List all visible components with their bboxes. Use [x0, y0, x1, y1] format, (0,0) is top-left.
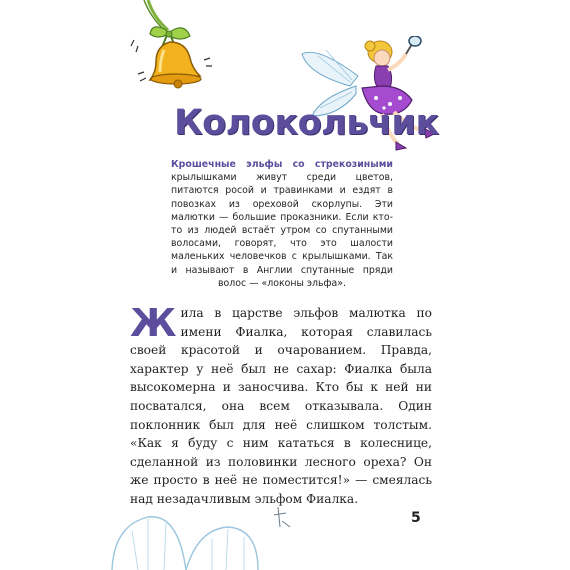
- intro-text: крылышками живут среди цветов, питаются росой и травинками и ездят в повозках из ореховой скорлупы. Эти малютки — большие проказники. Если кто-то из людей встаёт утром со спутанными волосами, говорят, что это шалости маленьких человечков с крылышками. Так и называют в Англии спутанные пряди волос — «локоны эльфа».: [171, 172, 393, 289]
- bell-illustration: [120, 0, 220, 95]
- wing-sketch-illustration: [108, 505, 348, 570]
- chapter-title: Колокольчик: [174, 103, 439, 143]
- chapter-intro: [171, 158, 393, 290]
- story-paragraph: ила в царстве эльфов малютка по имени Фиалка, которая славилась своей красотой и очарованием. Правда, характер у неё был не сахар: Фиалка была высокомерна и заносчива. Кто бы к ней ни посватался, она всем отказывала. Один поклонник был для неё слишком толстым. «Как я буду с ним кататься в колеснице, сделанной из половинки лесного ореха? Он же просто в неё не поместится!» — смеялась над незадачливым эльфом Фиалка.: [130, 306, 432, 506]
- page-number: 5: [411, 510, 421, 526]
- drop-cap: Ж: [130, 301, 177, 345]
- story-text: [130, 301, 432, 509]
- intro-lead: Крошечные эльфы со стрекозиными: [171, 159, 393, 170]
